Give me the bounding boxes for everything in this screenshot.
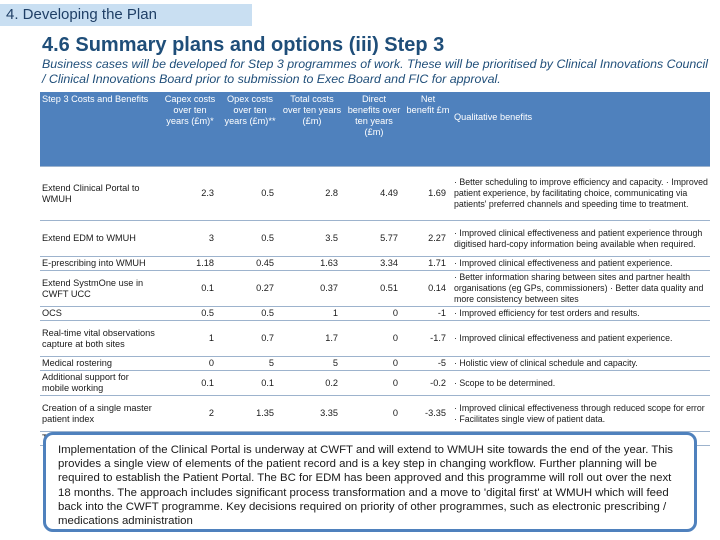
cell-qual: · Improved clinical effectiveness and patient experience. (452, 257, 710, 271)
cell-benefits: 0 (344, 307, 404, 321)
cell-item: Extend Clinical Portal to WMUH (40, 167, 160, 221)
section-tab: 4. Developing the Plan (0, 4, 252, 26)
cell-benefits: 0 (344, 321, 404, 357)
cell-net: -1 (404, 307, 452, 321)
cell-item: Creation of a single master patient index (40, 396, 160, 432)
table-row (40, 271, 710, 307)
cell-qual: · Better scheduling to improve efficiency and capacity. · Improved patient experience, by facilitating choice, communicating via patients' preferred channels and speeding time to treatment. (452, 167, 710, 221)
cell-benefits: 0 (344, 371, 404, 396)
cell-total: 1 (280, 307, 344, 321)
cell-opex: 0.5 (220, 167, 280, 221)
summary-callout (43, 432, 697, 532)
cell-opex: 5 (220, 357, 280, 371)
cell-qual: · Improved clinical effectiveness and patient experience through digitised hard-copy information being available when required. (452, 221, 710, 257)
table-row (40, 257, 710, 271)
cell-capex: 0.1 (160, 371, 220, 396)
cell-capex: 2 (160, 396, 220, 432)
cell-capex: 2.3 (160, 167, 220, 221)
table-row (40, 221, 710, 257)
cell-benefits: 5.77 (344, 221, 404, 257)
header-item: Step 3 Costs and Benefits (40, 92, 160, 167)
cell-net: 1.71 (404, 257, 452, 271)
cell-total: 0.37 (280, 271, 344, 307)
cell-capex: 1 (160, 321, 220, 357)
cell-opex: 1.35 (220, 396, 280, 432)
cell-item: Extend SystmOne use in CWFT UCC (40, 271, 160, 307)
cell-net: 1.69 (404, 167, 452, 221)
cell-benefits: 0.51 (344, 271, 404, 307)
header-net: Net benefit £m (404, 92, 452, 167)
header-benefits: Direct benefits over ten years (£m) (344, 92, 404, 167)
cell-total: 3.5 (280, 221, 344, 257)
table-row (40, 321, 710, 357)
cell-qual: · Scope to be determined. (452, 371, 710, 396)
cell-net: -0.2 (404, 371, 452, 396)
cell-benefits: 0 (344, 396, 404, 432)
cell-benefits: 4.49 (344, 167, 404, 221)
cell-total: 5 (280, 357, 344, 371)
cell-capex: 0.1 (160, 271, 220, 307)
cell-net: -3.35 (404, 396, 452, 432)
cell-qual: · Holistic view of clinical schedule and capacity. (452, 357, 710, 371)
cell-capex: 0.5 (160, 307, 220, 321)
table-row (40, 307, 710, 321)
cell-qual: · Improved efficiency for test orders and results. (452, 307, 710, 321)
table-row (40, 396, 710, 432)
table-header-row (40, 92, 710, 167)
cell-qual: · Better information sharing between sites and partner health organisations (eg GPs, commissioners) · Better data quality and more consistency between sites (452, 271, 710, 307)
cell-total: 1.7 (280, 321, 344, 357)
cell-opex: 0.27 (220, 271, 280, 307)
cell-benefits: 3.34 (344, 257, 404, 271)
cell-total: 1.63 (280, 257, 344, 271)
cell-capex: 3 (160, 221, 220, 257)
cell-benefits: 0 (344, 357, 404, 371)
cell-net: 2.27 (404, 221, 452, 257)
cell-net: -5 (404, 357, 452, 371)
cell-qual: · Improved clinical effectiveness and patient experience. (452, 321, 710, 357)
cell-total: 3.35 (280, 396, 344, 432)
header-capex: Capex costs over ten years (£m)* (160, 92, 220, 167)
cell-item: Real-time vital observations capture at both sites (40, 321, 160, 357)
cell-total: 2.8 (280, 167, 344, 221)
cell-net: -1.7 (404, 321, 452, 357)
table-row (40, 167, 710, 221)
table-row (40, 357, 710, 371)
table-row (40, 371, 710, 396)
cell-item: Medical rostering (40, 357, 160, 371)
cell-opex: 0.5 (220, 221, 280, 257)
cell-qual: · Improved clinical effectiveness through reduced scope for error · Facilitates single view of patient data. (452, 396, 710, 432)
cell-item: Additional support for mobile working (40, 371, 160, 396)
header-total: Total costs over ten years (£m) (280, 92, 344, 167)
header-qual: Qualitative benefits (452, 92, 710, 167)
costs-benefits-table (40, 92, 710, 446)
cell-capex: 0 (160, 357, 220, 371)
cell-total: 0.2 (280, 371, 344, 396)
cell-opex: 0.5 (220, 307, 280, 321)
cell-net: 0.14 (404, 271, 452, 307)
cell-opex: 0.7 (220, 321, 280, 357)
cell-opex: 0.45 (220, 257, 280, 271)
cell-item: E-prescribing into WMUH (40, 257, 160, 271)
page-subtitle: Business cases will be developed for Step 3 programmes of work. These will be prioritised by Clinical Innovations Council / Clinical Innovations Board prior to submission to Exec Board and FIC for approval. (42, 57, 708, 86)
cell-item: Extend EDM to WMUH (40, 221, 160, 257)
cell-item: OCS (40, 307, 160, 321)
header-opex: Opex costs over ten years (£m)** (220, 92, 280, 167)
cell-opex: 0.1 (220, 371, 280, 396)
cell-capex: 1.18 (160, 257, 220, 271)
page-title: 4.6 Summary plans and options (iii) Step 3 (42, 34, 445, 56)
summary-callout-text: Implementation of the Clinical Portal is underway at CWFT and will extend to WMUH site towards the end of the year. This provides a single view of elements of the patient record and is a key step in changing workflow. Further planning will be required to establish the Patient Portal. The BC for EDM has been approved and this programme will roll out over the next 18 months. The approach includes significant process transformation and a move to 'digital first' at WMUH which will feed back into the CWFT programme. Key decisions required on priority of other programmes, such as electronic prescribing / medications administration (58, 444, 673, 528)
